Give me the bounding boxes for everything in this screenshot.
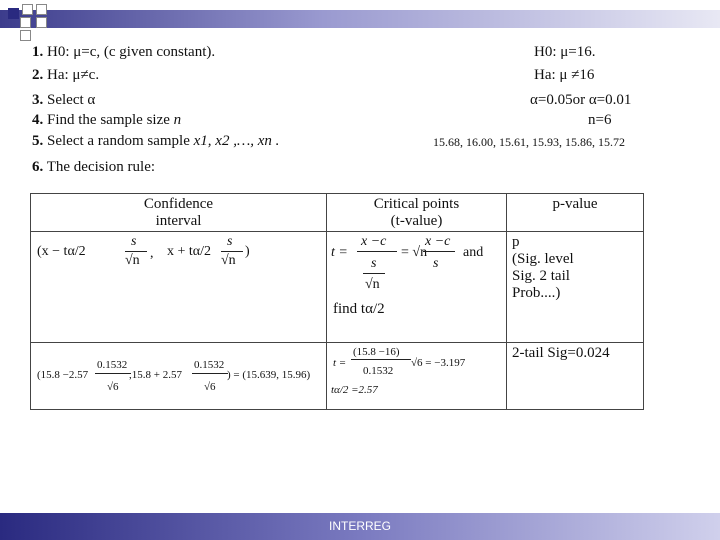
cp-find-label: find tα/2 (333, 301, 385, 317)
pv-result-cell: 2-tail Sig=0.024 (507, 343, 644, 410)
cp-calc-cell: t = (15.8 −16) 0.1532 √6 = −3.197 tα/2 =2.57 (327, 343, 507, 410)
step-3-right: α=0.05or α=0.01 (530, 92, 632, 108)
pv-description-cell: p (Sig. level Sig. 2 tail Prob....) (507, 232, 644, 343)
step-4: 4. Find the sample size n (32, 112, 182, 128)
header-squares-decoration (0, 0, 60, 44)
step-1-right: H0: μ=16. (534, 44, 596, 60)
header-p-value: p-value (507, 194, 644, 232)
step-6: 6. The decision rule: (32, 159, 156, 175)
step-1: 1. H0: μ=c, (c given constant). (32, 44, 216, 60)
step-5-right: 15.68, 16.00, 15.61, 15.93, 15.86, 15.72 (433, 135, 625, 149)
header-gradient-bar (0, 10, 720, 28)
ci-formula-cell: (x − tα/2 s √n , x + tα/2 s √n ) (31, 232, 327, 343)
step-2: 2. Ha: μ≠c. (32, 67, 100, 83)
step-5: 5. Select a random sample x1, x2 ,…, xn . (32, 133, 280, 149)
step-3: 3. Select α (32, 92, 96, 108)
decision-table (30, 193, 644, 410)
step-2-right: Ha: μ ≠16 (534, 67, 595, 83)
step-4-right: n=6 (588, 112, 612, 128)
ci-calc-cell: (15.8 −2.57 0.1532 √6 ,15.8 + 2.57 0.1532 √6 ) = (15.639, 15.96) (31, 343, 327, 410)
header-critical-points: Critical points (t-value) (327, 194, 507, 232)
header-confidence-interval: Confidence interval (31, 194, 327, 232)
footer-label: INTERREG (328, 519, 391, 533)
cp-formula-cell: t = x −c s √n = √n x −c s and find tα/2 (327, 232, 507, 343)
